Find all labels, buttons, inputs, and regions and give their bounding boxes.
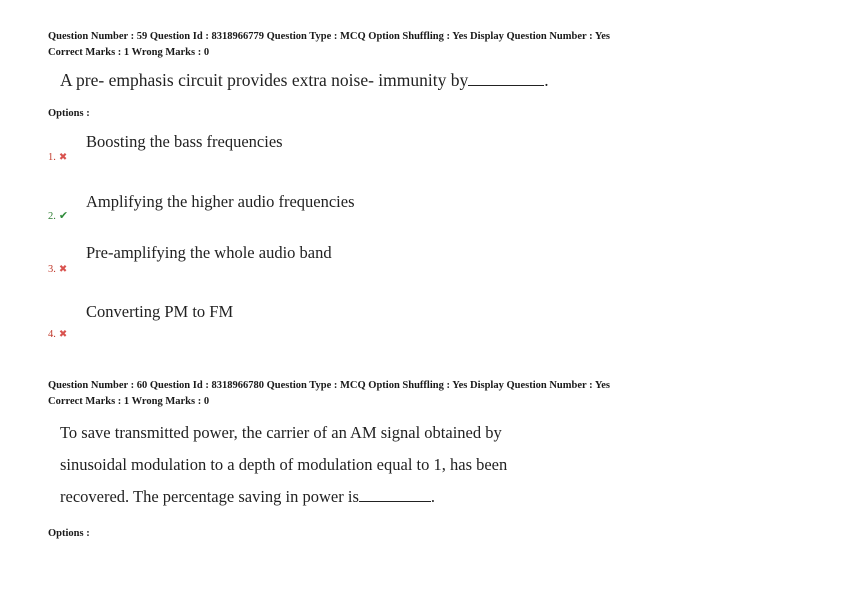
q59-option-4-number (48, 329, 67, 340)
q59-question-text (60, 70, 549, 91)
q60-meta-line2: Correct Marks : 1 Wrong Marks : 0 (48, 396, 210, 407)
q59-option-1-number (48, 152, 67, 163)
q60-question-line1: To save transmitted power, the carrier of an AM signal obtained by (60, 423, 502, 442)
q60-question-end: . (430, 487, 435, 506)
option-number: 3. (48, 264, 56, 275)
q60-options-label: Options : (48, 528, 90, 539)
wrong-mark-icon: ✖ (58, 264, 68, 275)
q59-option-4-text: Converting PM to FM (86, 302, 234, 321)
q59-question-end: . (544, 70, 549, 90)
option-number: 1. (48, 152, 56, 163)
q59-question-body: A pre- emphasis circuit provides extra noise- immunity by (60, 70, 469, 90)
q59-meta-line1: Question Number : 59 Question Id : 8318966779 Question Type : MCQ Option Shuffling : Yes Display Question Number : Yes (48, 31, 611, 42)
q59-meta-line2: Correct Marks : 1 Wrong Marks : 0 (48, 47, 210, 58)
wrong-mark-icon: ✖ (58, 152, 68, 163)
q59-option-2-text: Amplifying the higher audio frequencies (86, 192, 355, 211)
answer-blank (468, 73, 544, 86)
q59-option-3-number (48, 264, 67, 275)
q60-question-body: recovered. The percentage saving in power is (60, 487, 359, 506)
wrong-mark-icon: ✖ (58, 329, 68, 340)
correct-check-icon: ✔ (58, 210, 69, 222)
q60-question-line2: sinusoidal modulation to a depth of modulation equal to 1, has been (60, 455, 508, 474)
q59-option-3-text: Pre-amplifying the whole audio band (86, 243, 332, 262)
q59-option-2-number (48, 209, 68, 222)
q59-option-1-text: Boosting the bass frequencies (86, 132, 283, 151)
q60-meta-line1: Question Number : 60 Question Id : 8318966780 Question Type : MCQ Option Shuffling : Yes Display Question Number : Yes (48, 380, 611, 391)
option-number: 4. (48, 329, 56, 340)
q60-question-line3 (60, 487, 435, 507)
answer-blank (359, 489, 431, 502)
option-number: 2. (48, 211, 56, 222)
q59-options-label: Options : (48, 108, 90, 119)
